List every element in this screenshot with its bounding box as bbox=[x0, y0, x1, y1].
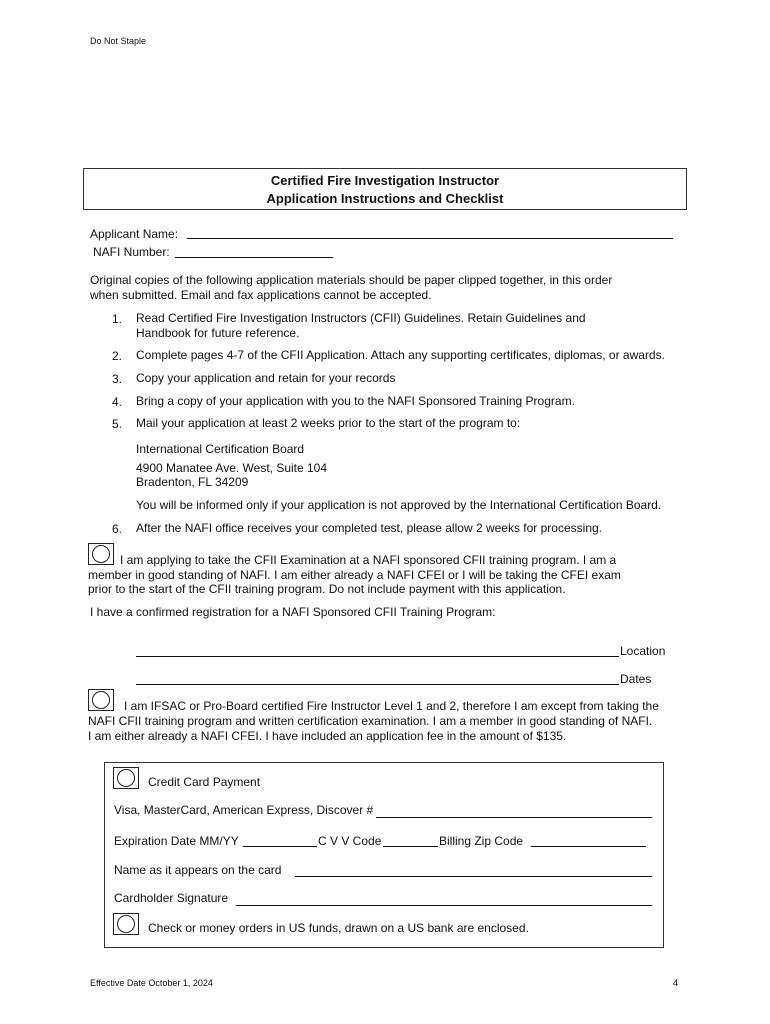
step-number: 2. bbox=[111, 349, 122, 363]
billing-zip-field[interactable] bbox=[531, 846, 646, 847]
nafi-number-label: NAFI Number: bbox=[93, 245, 170, 259]
effective-date: Effective Date October 1, 2024 bbox=[90, 978, 213, 988]
expiration-date-field[interactable] bbox=[243, 846, 317, 847]
applicant-name-label: Applicant Name: bbox=[90, 227, 179, 241]
cfii-exam-option-checkbox[interactable] bbox=[88, 543, 114, 565]
option-1-line-3: prior to the start of the CFII training program. Do not include payment with this application. bbox=[88, 582, 566, 596]
intro-line-2: when submitted. Email and fax applications cannot be accepted. bbox=[90, 288, 432, 302]
step-1-line-2: Handbook for future reference. bbox=[136, 326, 300, 340]
check-money-order-label: Check or money orders in US funds, drawn on a US bank are enclosed. bbox=[148, 921, 529, 935]
option-1-line-1: I am applying to take the CFII Examination at a NAFI sponsored CFII training program. I am a bbox=[120, 553, 617, 567]
step-number: 5. bbox=[111, 417, 122, 431]
intro-paragraph bbox=[90, 273, 690, 303]
address-line-1: International Certification Board bbox=[136, 442, 305, 456]
step-number: 1. bbox=[111, 312, 122, 326]
step-number: 6. bbox=[111, 522, 122, 536]
page-subtitle: Application Instructions and Checklist bbox=[266, 191, 504, 206]
step-2-text: Complete pages 4-7 of the CFII Application. Attach any supporting certificates, diplomas, or awards. bbox=[136, 348, 665, 362]
cardholder-signature-label: Cardholder Signature bbox=[114, 891, 229, 905]
step-5-text: Mail your application at least 2 weeks prior to the start of the program to: bbox=[136, 416, 521, 430]
approval-notice: You will be informed only if your application is not approved by the International Certification Board. bbox=[136, 498, 662, 512]
do-not-staple-note: Do Not Staple bbox=[90, 36, 147, 46]
check-money-order-checkbox[interactable] bbox=[113, 913, 139, 935]
address-line-3: Bradenton, FL 34209 bbox=[136, 475, 249, 489]
billing-zip-label: Billing Zip Code bbox=[439, 834, 524, 848]
name-on-card-label: Name as it appears on the card bbox=[114, 863, 282, 877]
page-number: 4 bbox=[673, 978, 679, 988]
step-6-text: After the NAFI office receives your completed test, please allow 2 weeks for processing. bbox=[136, 521, 602, 535]
nafi-number-field[interactable] bbox=[175, 257, 333, 258]
credit-card-payment-checkbox[interactable] bbox=[113, 767, 139, 789]
name-on-card-field[interactable] bbox=[295, 876, 652, 877]
credit-card-payment-label: Credit Card Payment bbox=[148, 775, 261, 789]
step-number: 3. bbox=[111, 372, 122, 386]
location-label: Location bbox=[620, 644, 666, 658]
location-field[interactable] bbox=[136, 656, 619, 657]
title-box bbox=[83, 168, 687, 210]
option-2-line-3: I am either already a NAFI CFEI. I have included an application fee in the amount of $135. bbox=[88, 729, 567, 743]
option-1-line-2: member in good standing of NAFI. I am either already a NAFI CFEI or I will be taking the CFEI exam bbox=[88, 568, 621, 582]
cvv-code-field[interactable] bbox=[383, 846, 438, 847]
card-types-label: Visa, MasterCard, American Express, Discover # bbox=[114, 803, 374, 817]
dates-label: Dates bbox=[620, 672, 652, 686]
cvv-code-label: C V V Code bbox=[318, 834, 382, 848]
intro-line-1: Original copies of the following application materials should be paper clipped together, in this order bbox=[90, 273, 613, 287]
address-line-2: 4900 Manatee Ave. West, Suite 104 bbox=[136, 461, 328, 475]
ifsac-exempt-option-checkbox[interactable] bbox=[88, 689, 114, 711]
cardholder-signature-field[interactable] bbox=[236, 905, 652, 906]
step-1-text bbox=[136, 311, 696, 341]
step-number: 4. bbox=[111, 395, 122, 409]
card-number-field[interactable] bbox=[376, 817, 652, 818]
applicant-name-field[interactable] bbox=[187, 238, 673, 239]
option-2-line-1: I am IFSAC or Pro-Board certified Fire Instructor Level 1 and 2, therefore I am except from taking the bbox=[124, 699, 659, 713]
step-1-line-1: Read Certified Fire Investigation Instructors (CFII) Guidelines. Retain Guidelines and bbox=[136, 311, 586, 325]
step-4-text: Bring a copy of your application with you to the NAFI Sponsored Training Program. bbox=[136, 394, 575, 408]
step-3-text: Copy your application and retain for your records bbox=[136, 371, 396, 385]
dates-field[interactable] bbox=[136, 684, 619, 685]
expiration-date-label: Expiration Date MM/YY bbox=[114, 834, 239, 848]
option-2-line-2: NAFI CFII training program and written certification examination. I am a member in good standing of NAFI. bbox=[88, 714, 653, 728]
page-title: Certified Fire Investigation Instructor bbox=[270, 173, 500, 188]
confirmed-registration-text: I have a confirmed registration for a NAFI Sponsored CFII Training Program: bbox=[90, 605, 496, 619]
